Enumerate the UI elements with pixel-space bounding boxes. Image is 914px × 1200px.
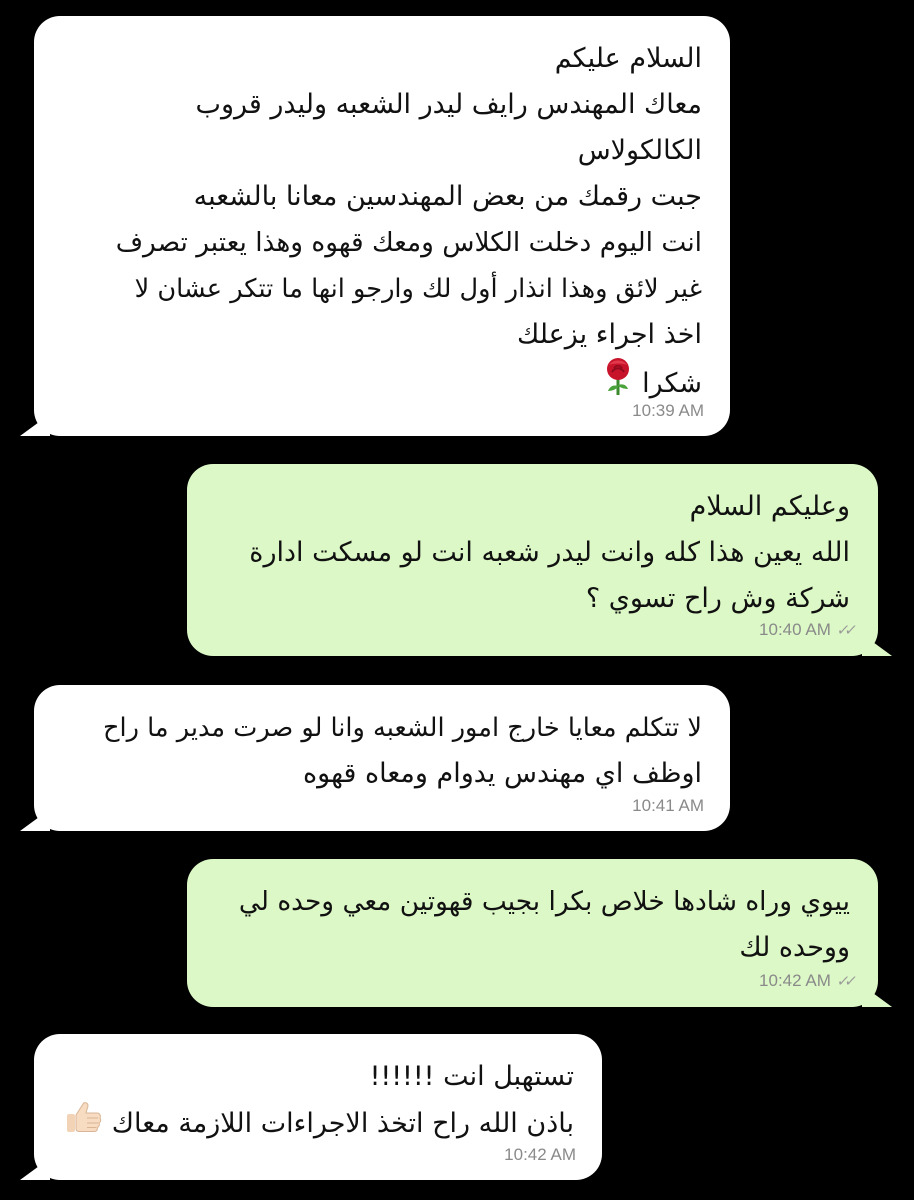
message-text: الكالكولاس bbox=[577, 135, 702, 166]
message-text: انت اليوم دخلت الكلاس ومعك قهوه وهذا يعتبر تصرف bbox=[115, 227, 702, 258]
message-text: تستهبل انت !!!!!! bbox=[369, 1061, 574, 1092]
message-bubble-incoming[interactable] bbox=[34, 16, 730, 436]
message-text: معاك المهندس رايف ليدر الشعبه وليدر قروب bbox=[195, 89, 702, 120]
message-text: السلام عليكم bbox=[554, 43, 702, 74]
timestamp: 10:42 AM bbox=[504, 1145, 576, 1164]
message-text: الله يعين هذا كله وانت ليدر شعبه انت لو مسكت ادارة bbox=[249, 537, 850, 568]
double-check-icon: ✓✓ bbox=[835, 622, 854, 639]
message-bubble-outgoing[interactable] bbox=[187, 464, 878, 656]
message-bubble-incoming[interactable] bbox=[34, 1034, 602, 1180]
message-text: شركة وش راح تسوي ؟ bbox=[585, 583, 850, 614]
rose-icon bbox=[603, 358, 633, 411]
message-text: غير لائق وهذا انذار أول لك وارجو انها ما تتكر عشان لا bbox=[134, 274, 702, 304]
message-text: باذن الله راح اتخذ الاجراءات اللازمة معاك bbox=[111, 1108, 574, 1139]
message-text: اخذ اجراء يزعلك bbox=[516, 319, 702, 350]
timestamp: 10:40 AM bbox=[759, 620, 831, 639]
message-bubble-incoming[interactable] bbox=[34, 685, 730, 831]
message-text: لا تتكلم معايا خارج امور الشعبه وانا لو صرت مدير ما راح bbox=[102, 713, 702, 743]
thumbs-up-icon bbox=[65, 1100, 103, 1149]
message-text: شكرا bbox=[642, 368, 702, 399]
message-text: ييوي وراه شادها خلاص بكرا بجيب قهوتين معي وحده لي bbox=[238, 886, 850, 917]
double-check-icon: ✓✓ bbox=[835, 973, 854, 990]
timestamp: 10:42 AM bbox=[759, 971, 831, 990]
message-text: جبت رقمك من بعض المهندسين معانا بالشعبه bbox=[193, 181, 702, 212]
message-text: اوظف اي مهندس يدوام ومعاه قهوه bbox=[302, 758, 702, 789]
timestamp: 10:39 AM bbox=[632, 401, 704, 420]
message-bubble-outgoing[interactable] bbox=[187, 859, 878, 1007]
message-text: ووحده لك bbox=[739, 932, 850, 963]
timestamp: 10:41 AM bbox=[632, 796, 704, 815]
message-text: وعليكم السلام bbox=[689, 491, 850, 522]
